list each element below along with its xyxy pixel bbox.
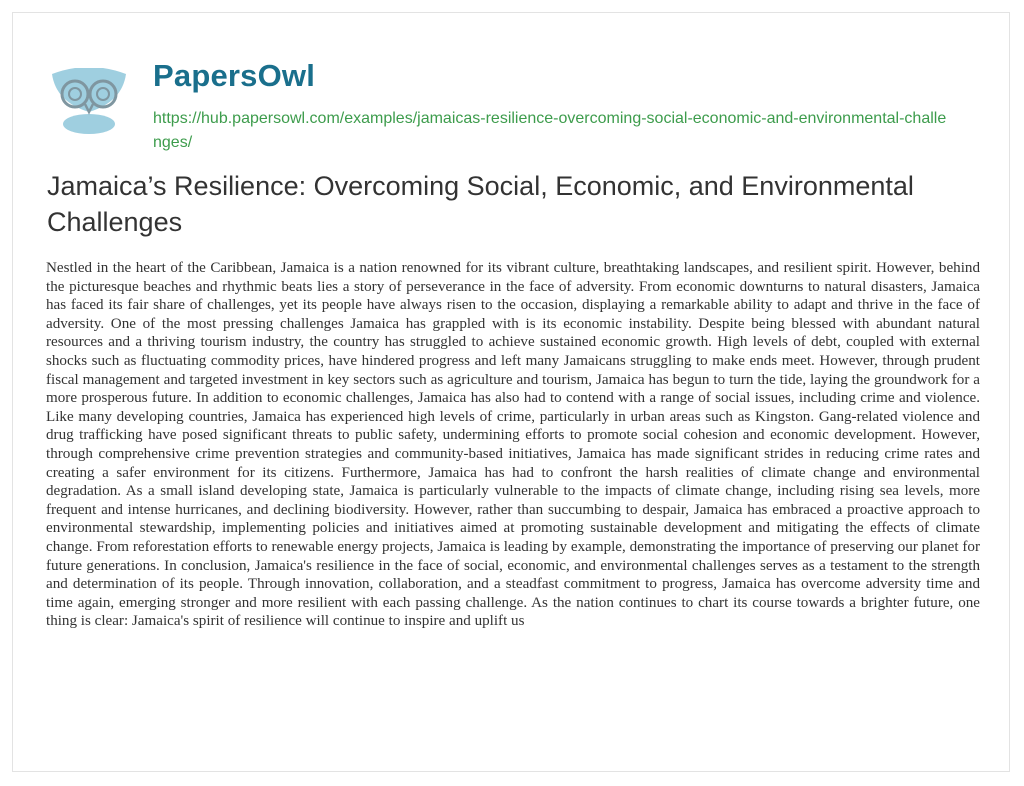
brand-name[interactable]: PapersOwl bbox=[153, 58, 316, 93]
source-link[interactable]: https://hub.papersowl.com/examples/jamaicas-resilience-overcoming-social-economic-and-environmental-challenges/ bbox=[153, 110, 947, 151]
page-title: Jamaica’s Resilience: Overcoming Social, Economic, and Environmental Challenges bbox=[47, 171, 914, 237]
owl-logo-icon[interactable] bbox=[44, 68, 134, 138]
essay-body: Nestled in the heart of the Caribbean, Jamaica is a nation renowned for its vibrant culture, breathtaking landscapes, and resilient spirit. However, behind the picturesque beaches and rhythmic beats lies a story of perseverance in the face of adversity. From economic downturns to natural disasters, Jamaica has faced its fair share of challenges, yet its people have always risen to the occasion, displaying a remarkable ability to adapt and thrive in the face of adversity. One of the most pressing challenges Jamaica has grappled with is its economic instability. Despite being blessed with abundant natural resources and a thriving tourism industry, the country has struggled to achieve sustained economic growth. High levels of debt, coupled with external shocks such as fluctuating commodity prices, have hindered progress and left many Jamaicans struggling to make ends meet. However, through prudent fiscal management and targeted investment in key sectors such as agriculture and tourism, Jamaica has begun to turn the tide, laying the groundwork for a more prosperous future. In addition to economic challenges, Jamaica has also had to contend with a range of social issues, including crime and violence. Like many developing countries, Jamaica has experienced high levels of crime, particularly in urban areas such as Kingston. Gang-related violence and drug trafficking have posed significant threats to public safety, undermining efforts to promote social cohesion and economic development. However, through comprehensive crime prevention strategies and community-based initiatives, Jamaica has made significant strides in reducing crime rates and creating a safer environment for its citizens. Furthermore, Jamaica has had to confront the harsh realities of climate change and environmental degradation. As a small island developing state, Jamaica is particularly vulnerable to the impacts of climate change, including rising sea levels, more frequent and intense hurricanes, and declining biodiversity. However, rather than succumbing to despair, Jamaica has embraced a proactive approach to environmental stewardship, implementing policies and initiatives aimed at promoting sustainable development and mitigating the effects of climate change. From reforestation efforts to renewable energy projects, Jamaica is leading by example, demonstrating the importance of preserving our planet for future generations. In conclusion, Jamaica's resilience in the face of social, economic, and environmental challenges serves as a testament to the strength and determination of its people. Through innovation, collaboration, and a steadfast commitment to progress, Jamaica has overcome adversity time and time again, emerging stronger and more resilient with each passing challenge. As the nation continues to chart its course towards a brighter future, one thing is clear: Jamaica's spirit of resilience will continue to inspire and uplift us bbox=[46, 260, 980, 630]
